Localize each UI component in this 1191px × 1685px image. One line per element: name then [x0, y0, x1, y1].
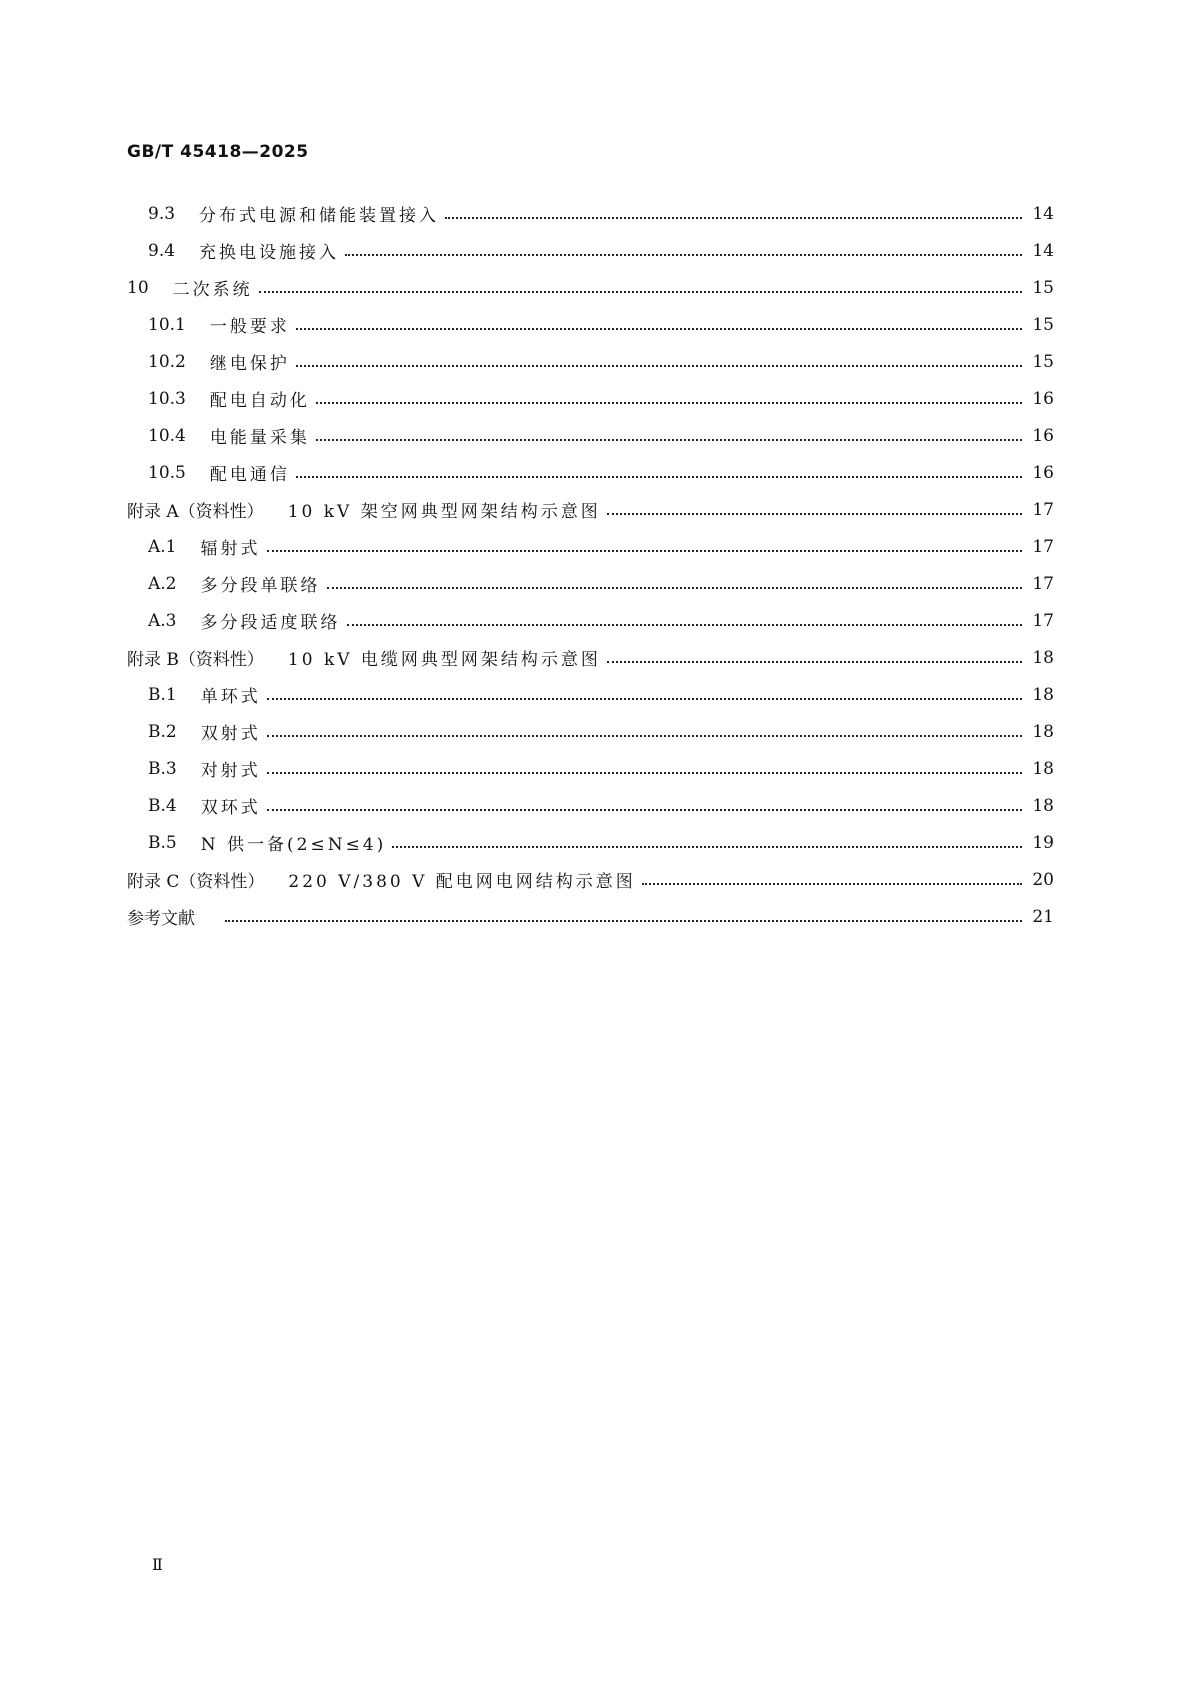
toc-entry-page: 18: [1032, 647, 1054, 668]
toc-entry-number: A.2: [148, 573, 177, 594]
toc-entry-page: 17: [1032, 499, 1054, 520]
toc-leader-dots: [607, 661, 1022, 663]
toc-entry-page: 16: [1032, 462, 1054, 483]
toc-leader-dots: [296, 328, 1022, 330]
toc-entry-title: 分布式电源和储能装置接入: [199, 206, 440, 226]
toc-entry-title: 多分段适度联络: [200, 613, 341, 633]
toc-entry-page: 21: [1032, 906, 1054, 927]
toc-leader-dots: [345, 254, 1022, 256]
toc-entry-page: 16: [1032, 425, 1054, 446]
document-code: GB/T 45418—2025: [127, 142, 309, 162]
table-of-contents: [127, 195, 1054, 935]
toc-entry-number: 10.3: [148, 388, 186, 409]
toc-entry-page: 17: [1032, 536, 1054, 557]
toc-leader-dots: [259, 291, 1022, 293]
toc-leader-dots: [316, 402, 1022, 404]
toc-entry-page: 18: [1032, 758, 1054, 779]
toc-entry-number: B.4: [148, 795, 177, 816]
toc-entry-number: B.5: [148, 832, 177, 853]
toc-entry-page: 17: [1032, 573, 1054, 594]
toc-entry[interactable]: [127, 454, 1054, 491]
toc-entry[interactable]: [127, 750, 1054, 787]
toc-entry-title: 一般要求: [209, 317, 290, 337]
toc-entry-title: 双环式: [200, 798, 261, 818]
toc-leader-dots: [267, 735, 1022, 737]
toc-leader-dots: [267, 809, 1022, 811]
toc-entry-number: B.3: [148, 758, 177, 779]
toc-entry[interactable]: [127, 528, 1054, 565]
toc-entry-title: 多分段单联络: [200, 576, 321, 596]
toc-entry[interactable]: [127, 380, 1054, 417]
toc-entry-number: 10.4: [148, 425, 186, 446]
toc-leader-dots: [327, 587, 1023, 589]
toc-leader-dots: [316, 439, 1022, 441]
toc-entry[interactable]: [127, 491, 1054, 528]
toc-entry-page: 16: [1032, 388, 1054, 409]
toc-leader-dots: [267, 772, 1022, 774]
toc-entry-number: 10.5: [148, 462, 186, 483]
toc-entry-number: 9.4: [148, 240, 176, 261]
toc-entry-number: 附录 C（资料性）: [127, 872, 265, 892]
toc-leader-dots: [296, 365, 1022, 367]
toc-entry[interactable]: [127, 195, 1054, 232]
toc-entry-title: 充换电设施接入: [199, 243, 340, 263]
toc-entry[interactable]: [127, 306, 1054, 343]
toc-entry-number: A.3: [148, 610, 177, 631]
toc-entry[interactable]: [127, 269, 1054, 306]
toc-entry[interactable]: [127, 565, 1054, 602]
toc-entry-title: 10 kV 架空网典型网架结构示意图: [287, 502, 601, 522]
toc-entry-page: 18: [1032, 721, 1054, 742]
toc-entry-number: B.2: [148, 721, 177, 742]
toc-entry-page: 19: [1032, 832, 1054, 853]
toc-entry-page: 17: [1032, 610, 1054, 631]
toc-entry[interactable]: [127, 602, 1054, 639]
toc-entry[interactable]: [127, 417, 1054, 454]
toc-entry-title: 单环式: [200, 687, 261, 707]
toc-entry-title: 配电通信: [209, 465, 290, 485]
page-number: Ⅱ: [152, 1555, 163, 1574]
toc-entry-number: A.1: [148, 536, 177, 557]
toc-entry[interactable]: [127, 898, 1054, 935]
toc-entry-title: N 供一备(2≤N≤4): [200, 835, 387, 855]
toc-entry[interactable]: [127, 713, 1054, 750]
toc-entry-title: 双射式: [200, 724, 261, 744]
toc-entry[interactable]: [127, 787, 1054, 824]
toc-entry-page: 20: [1032, 869, 1054, 890]
toc-entry-number: 附录 B（资料性）: [127, 650, 264, 670]
toc-entry-page: 14: [1032, 203, 1054, 224]
toc-entry-title: 220 V/380 V 配电网电网结构示意图: [288, 872, 636, 892]
toc-entry-number: 10.2: [148, 351, 186, 372]
toc-leader-dots: [267, 550, 1023, 552]
toc-entry-number: B.1: [148, 684, 177, 705]
toc-entry-title: 配电自动化: [209, 391, 310, 411]
toc-entry-title: 10 kV 电缆网典型网架结构示意图: [287, 650, 601, 670]
toc-entry[interactable]: [127, 343, 1054, 380]
toc-entry-number: 10: [127, 277, 149, 298]
toc-leader-dots: [347, 624, 1023, 626]
toc-entry-page: 15: [1032, 277, 1054, 298]
toc-entry-page: 18: [1032, 795, 1054, 816]
toc-entry-page: 15: [1032, 351, 1054, 372]
toc-leader-dots: [225, 920, 1022, 922]
toc-entry-page: 15: [1032, 314, 1054, 335]
toc-leader-dots: [642, 883, 1022, 885]
toc-leader-dots: [296, 476, 1022, 478]
toc-entry-page: 18: [1032, 684, 1054, 705]
toc-entry-number: 参考文献: [127, 909, 195, 929]
toc-entry-title: 继电保护: [209, 354, 290, 374]
toc-entry[interactable]: [127, 232, 1054, 269]
toc-leader-dots: [607, 513, 1022, 515]
toc-entry[interactable]: [127, 639, 1054, 676]
toc-entry-title: 二次系统: [172, 280, 253, 300]
toc-leader-dots: [392, 846, 1022, 848]
toc-leader-dots: [445, 217, 1022, 219]
toc-entry-title: 对射式: [200, 761, 261, 781]
toc-entry-page: 14: [1032, 240, 1054, 261]
toc-entry[interactable]: [127, 824, 1054, 861]
toc-entry-number: 10.1: [148, 314, 186, 335]
toc-entry[interactable]: [127, 676, 1054, 713]
toc-entry-title: 电能量采集: [209, 428, 310, 448]
toc-entry-number: 9.3: [148, 203, 176, 224]
toc-entry-number: 附录 A（资料性）: [127, 502, 264, 522]
toc-entry-title: 辐射式: [200, 539, 261, 559]
toc-leader-dots: [267, 698, 1022, 700]
toc-entry[interactable]: [127, 861, 1054, 898]
